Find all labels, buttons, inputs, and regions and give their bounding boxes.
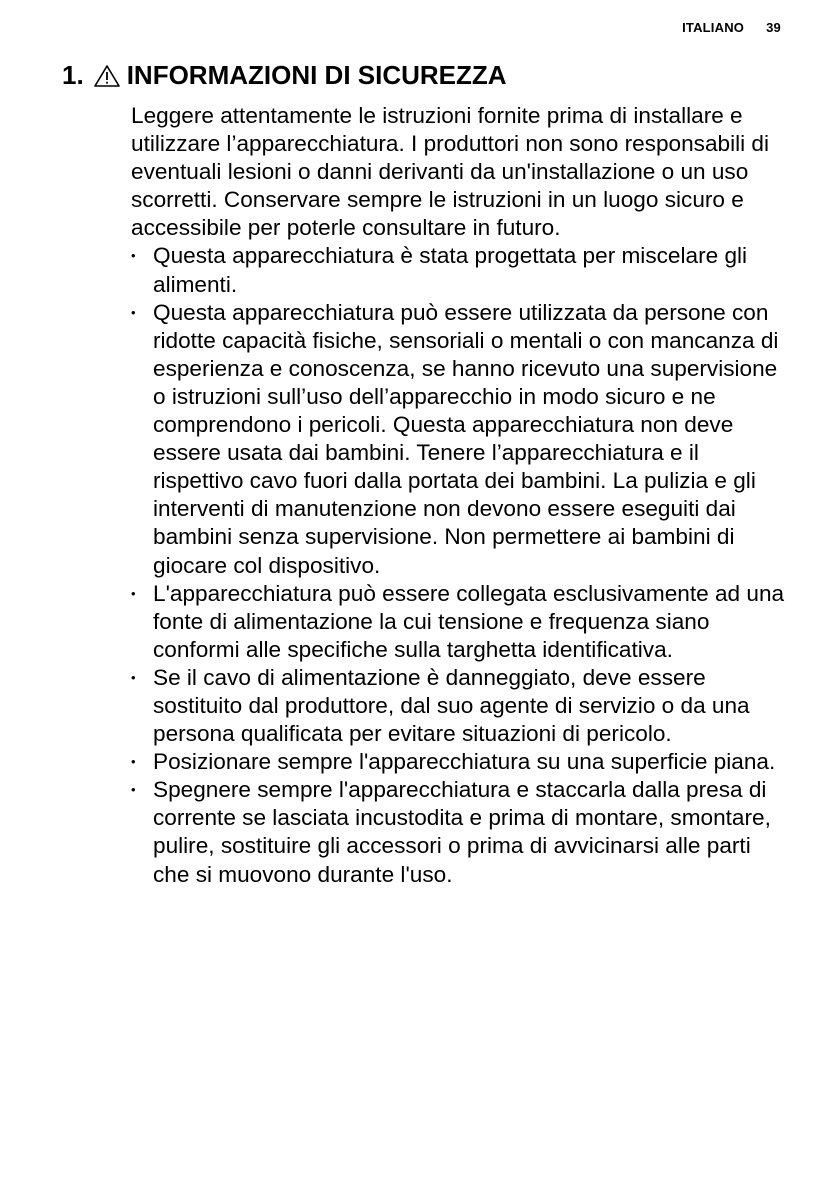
intro-paragraph: Leggere attentamente le istruzioni fornite prima di installare e utilizzare l’apparecchiatura. I produttori non sono responsabili di eventuali lesioni o danni derivanti da un'installazione o un uso scorretti. Conservare sempre le istruzioni in un luogo sicuro e accessibile per poterle consultare in futuro. <box>131 103 770 241</box>
safety-bullet-list <box>131 242 791 888</box>
bullet-item: • Se il cavo di alimentazione è danneggiato, deve essere sostituito dal produttore, dal suo agente di servizio o da una persona qualificata per evitare situazioni di pericolo. <box>131 664 791 748</box>
bullet-item: • Questa apparecchiatura può essere utilizzata da persone con ridotte capacità fisiche, sensoriali o mentali o con mancanza di esperienza e conoscenza, se hanno ricevuto una supervisione o istruzioni sull’uso dell’apparecchio in modo sicuro e ne comprendono i pericoli. Questa apparecchiatura non deve essere usata dai bambini. Tenere l’apparecchiatura e il rispettivo cavo fuori dalla portata dei bambini. La pulizia e gli interventi di manutenzione non devono essere eseguiti dai bambini senza supervisione. Non permettere ai bambini di giocare col dispositivo. <box>131 299 791 580</box>
bullet-item: • Posizionare sempre l'apparecchiatura su una superficie piana. <box>131 748 791 776</box>
page-number: 39 <box>766 20 781 35</box>
safety-content <box>131 102 791 889</box>
section-number: 1. <box>62 60 84 90</box>
warning-icon <box>93 64 121 88</box>
section-title: INFORMAZIONI DI SICUREZZA <box>126 60 507 90</box>
bullet-item: • Spegnere sempre l'apparecchiatura e staccarla dalla presa di corrente se lasciata incustodita e prima di montare, smontare, pulire, sostituire gli accessori o prima di avvicinarsi alle parti che si muovono durante l'uso. <box>131 776 791 888</box>
bullet-item: • Questa apparecchiatura è stata progettata per miscelare gli alimenti. <box>131 242 791 298</box>
running-header <box>682 20 781 35</box>
section-heading <box>62 58 507 92</box>
header-language: ITALIANO <box>682 20 745 35</box>
bullet-item: • L'apparecchiatura può essere collegata esclusivamente ad una fonte di alimentazione la cui tensione e frequenza siano conformi alle specifiche sulla targhetta identificativa. <box>131 580 791 664</box>
